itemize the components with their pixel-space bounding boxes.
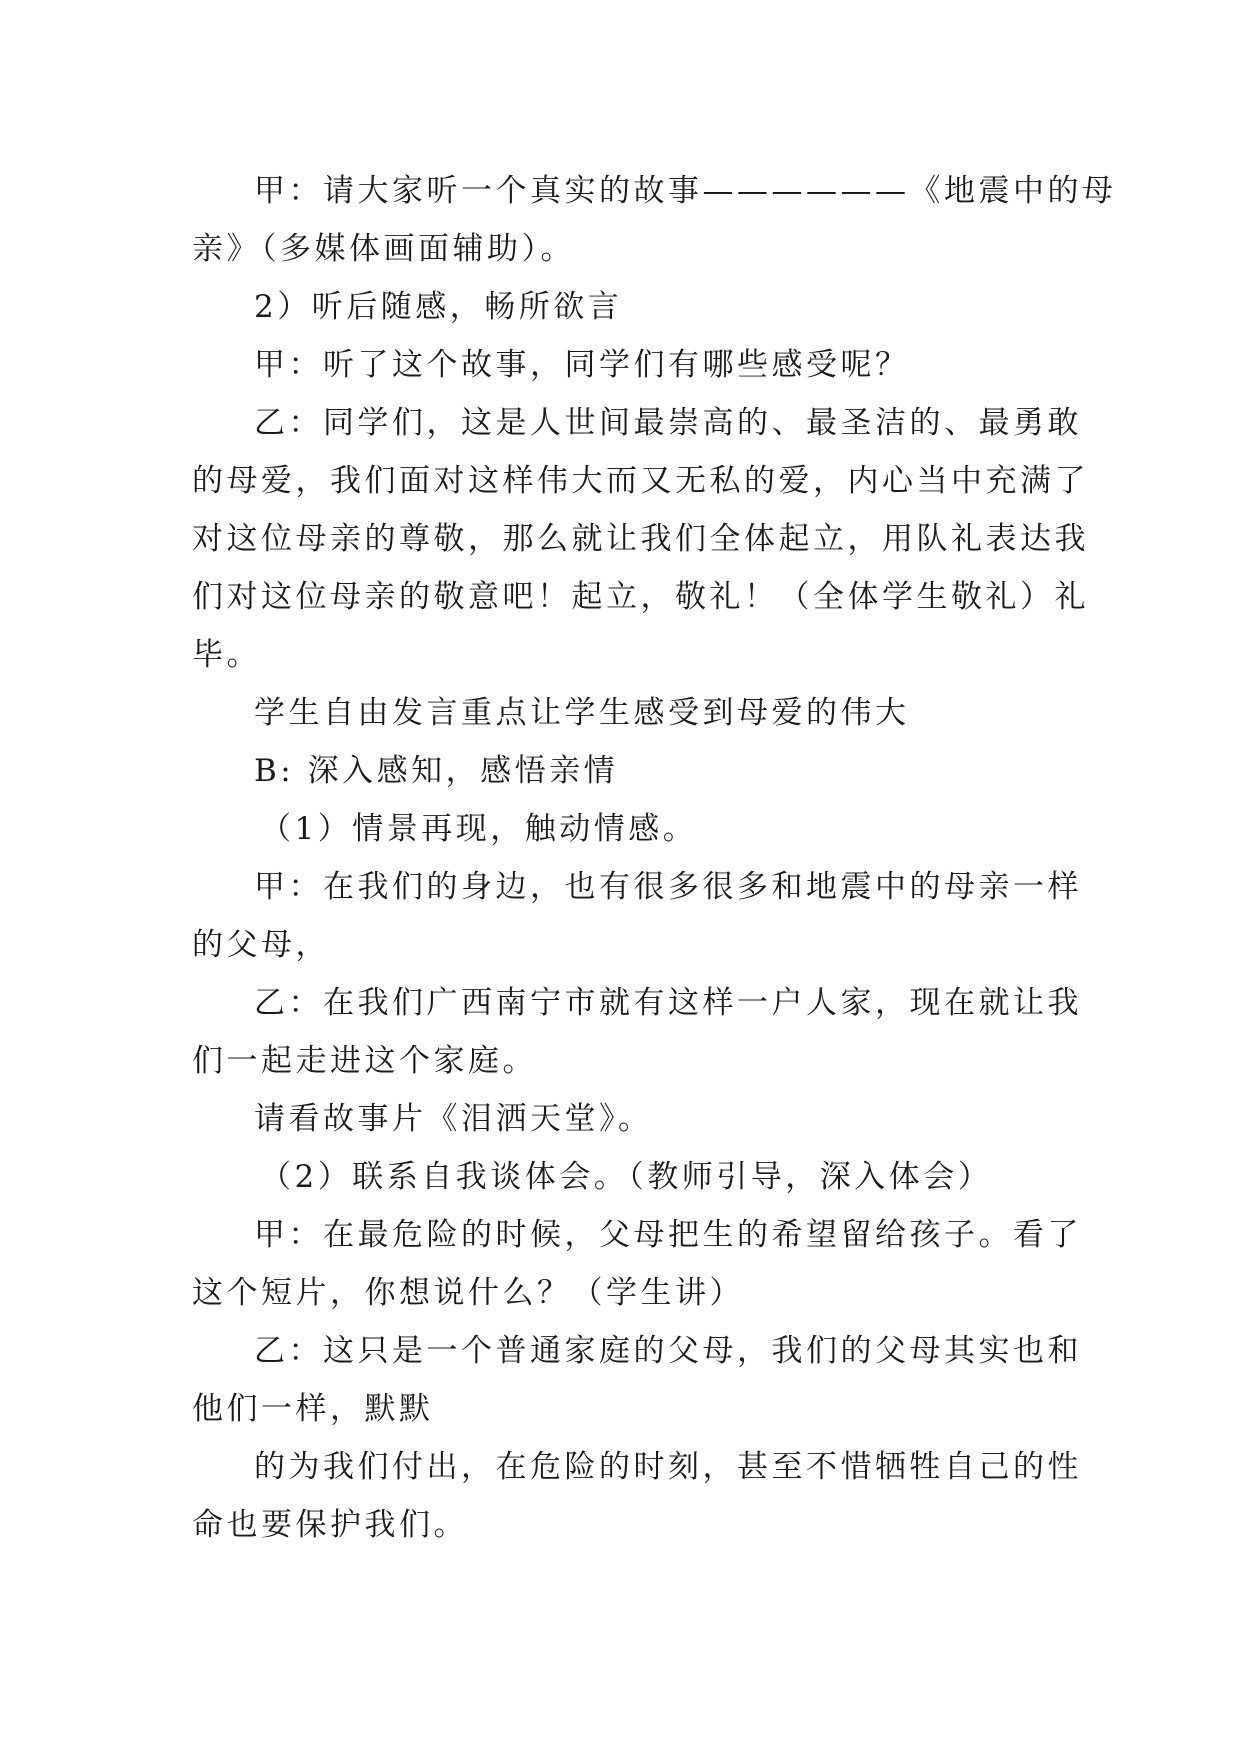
document-body <box>192 162 1117 1554</box>
text-line: 乙：在我们广西南宁市就有这样一户人家，现在就让我 <box>254 985 1082 1021</box>
text-line: 请看故事片《泪洒天堂》。 <box>254 1101 653 1137</box>
text-line: 们对这位母亲的敬意吧！起立，敬礼！（全体学生敬礼）礼 <box>192 579 1089 615</box>
text-line: 命也要保护我们。 <box>192 1507 468 1543</box>
subsection-heading: （1）情景再现，触动情感。 <box>260 811 698 847</box>
text-line: 他们一样，默默 <box>192 1391 434 1427</box>
text-line: 的父母， <box>192 927 330 963</box>
text-line: 甲：请大家听一个真实的故事——————《地震中的母 <box>254 173 1117 209</box>
text-line: 2）听后随感，畅所欲言 <box>254 289 623 325</box>
text-line: 的母爱，我们面对这样伟大而又无私的爱，内心当中充满了 <box>192 463 1089 499</box>
text-line: 学生自由发言重点让学生感受到母爱的伟大 <box>254 695 910 731</box>
text-line: 甲：在我们的身边，也有很多很多和地震中的母亲一样 <box>254 869 1082 905</box>
section-heading: B: 深入感知，感悟亲情 <box>254 753 619 789</box>
text-line: 亲》（多媒体画面辅助）。 <box>192 231 575 267</box>
text-line: 乙：同学们，这是人世间最崇高的、最圣洁的、最勇敢 <box>254 405 1082 441</box>
text-line: 们一起走进这个家庭。 <box>192 1043 537 1079</box>
text-line: 甲：听了这个故事，同学们有哪些感受呢？ <box>254 347 910 383</box>
text-line: 甲：在最危险的时候，父母把生的希望留给孩子。看了 <box>254 1217 1082 1253</box>
text-line: 对这位母亲的尊敬，那么就让我们全体起立，用队礼表达我 <box>192 521 1089 557</box>
text-line: 毕。 <box>192 637 261 673</box>
text-line: 这个短片，你想说什么？（学生讲） <box>192 1275 744 1311</box>
text-line: 的为我们付出，在危险的时刻，甚至不惜牺牲自己的性 <box>254 1449 1082 1485</box>
text-line: 乙：这只是一个普通家庭的父母，我们的父母其实也和 <box>254 1333 1082 1369</box>
subsection-heading: （2）联系自我谈体会。（教师引导，深入体会） <box>260 1159 993 1195</box>
